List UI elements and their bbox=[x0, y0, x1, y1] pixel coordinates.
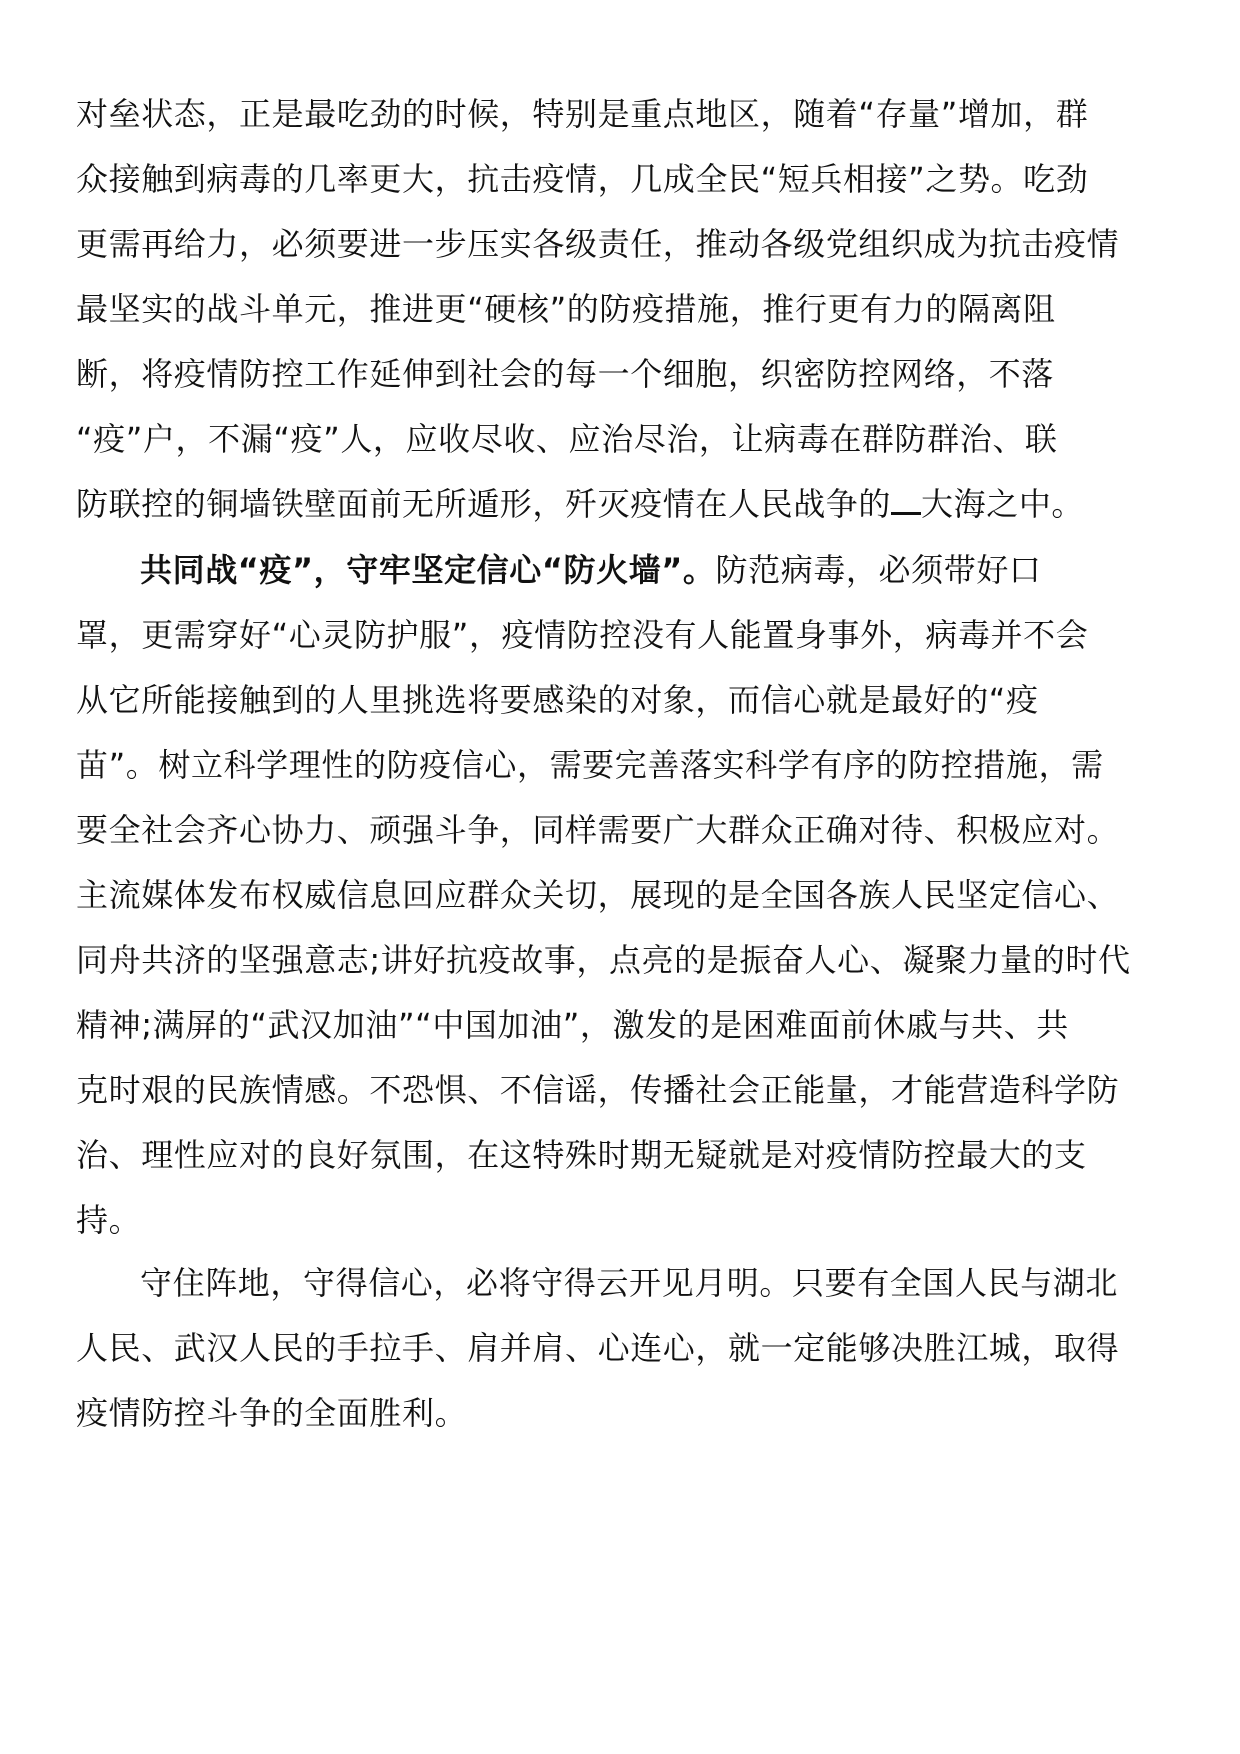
text-line: 治、理性应对的良好氛围，在这特殊时期无疑就是对疫情防控最大的支 bbox=[76, 1136, 1087, 1174]
text-line: 断，将疫情防控工作延伸到社会的每一个细胞，织密防控网络，不落 bbox=[76, 355, 1055, 393]
text-line: 同舟共济的坚强意志;讲好抗疫故事，点亮的是振奋人心、凝聚力量的时代 bbox=[76, 941, 1131, 979]
text-segment: 大海之中。 bbox=[921, 485, 1085, 523]
text-line: “疫”户，不漏“疫”人，应收尽收、应治尽治，让病毒在群防群治、联 bbox=[76, 420, 1058, 458]
text-segment: 防范病毒，必须带好口 bbox=[715, 551, 1042, 589]
text-line-with-blank bbox=[76, 472, 1170, 537]
text-line: 从它所能接触到的人里挑选将要感染的对象，而信心就是最好的“疫 bbox=[76, 681, 1039, 719]
text-line: 最坚实的战斗单元，推进更“硬核”的防疫措施，推行更有力的隔离阻 bbox=[76, 290, 1056, 328]
paragraph-2 bbox=[76, 538, 1170, 1253]
text-segment: 防联控的铜墙铁壁面前无所遁形，歼灭疫情在人民战争的 bbox=[76, 485, 892, 523]
text-line: 众接触到病毒的几率更大，抗击疫情，几成全民“短兵相接”之势。吃劲 bbox=[76, 160, 1089, 198]
text-line: 要全社会齐心协力、顽强斗争，同样需要广大群众正确对待、积极应对。 bbox=[76, 811, 1120, 849]
text-line: 罩，更需穿好“心灵防护服”，疫情防控没有人能置身事外，病毒并不会 bbox=[76, 616, 1089, 654]
text-line: 疫情防控斗争的全面胜利。 bbox=[76, 1394, 468, 1432]
text-line: 精神;满屏的“武汉加油”“中国加油”，激发的是困难面前休戚与共、共 bbox=[76, 1006, 1069, 1044]
text-line: 持。 bbox=[76, 1201, 142, 1239]
text-line: 更需再给力，必须要进一步压实各级责任，推动各级党组织成为抗击疫情 bbox=[76, 225, 1120, 263]
text-line: 人民、武汉人民的手拉手、肩并肩、心连心，就一定能够决胜江城，取得 bbox=[76, 1329, 1120, 1367]
paragraph-heading: 共同战“疫”，守牢坚定信心“防火墙”。 bbox=[140, 551, 716, 589]
fill-in-blank bbox=[891, 484, 921, 515]
text-line: 主流媒体发布权威信息回应群众关切，展现的是全国各族人民坚定信心、 bbox=[76, 876, 1120, 914]
text-line-first bbox=[76, 538, 1170, 603]
paragraph-1 bbox=[76, 82, 1170, 537]
paragraph-3 bbox=[76, 1251, 1170, 1446]
text-line: 对垒状态，正是最吃劲的时候，特别是重点地区，随着“存量”增加，群 bbox=[76, 95, 1089, 133]
text-line-first: 守住阵地，守得信心，必将守得云开见月明。只要有全国人民与湖北 bbox=[140, 1264, 1119, 1302]
text-line: 克时艰的民族情感。不恐惧、不信谣，传播社会正能量，才能营造科学防 bbox=[76, 1071, 1120, 1109]
text-line: 苗”。树立科学理性的防疫信心，需要完善落实科学有序的防控措施，需 bbox=[76, 746, 1104, 784]
